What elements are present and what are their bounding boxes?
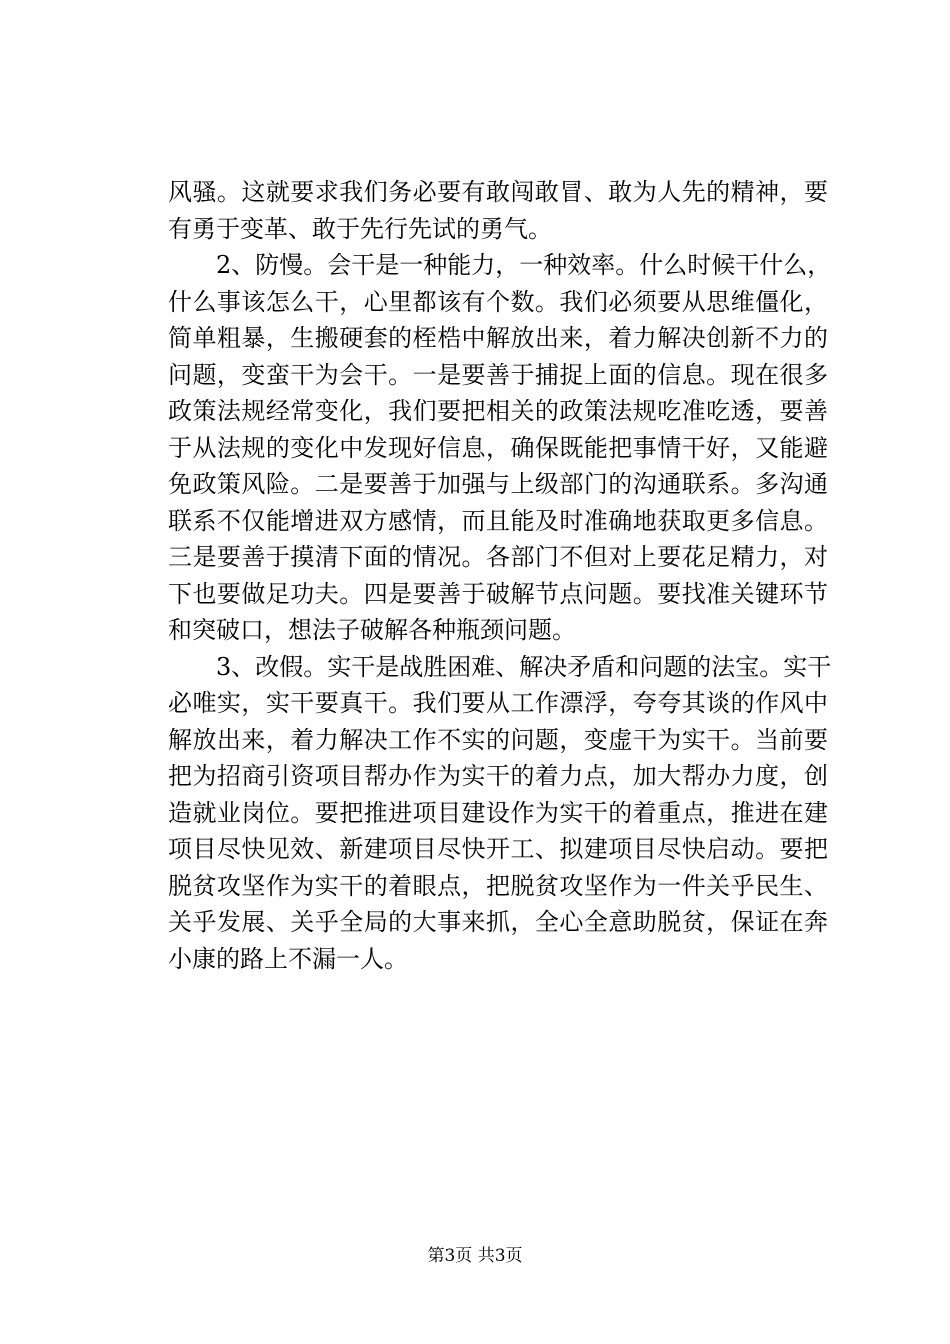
- text-line: 项目尽快见效、新建项目尽快开工、拟建项目尽快启动。要把: [168, 835, 828, 863]
- text-line: 于从法规的变化中发现好信息，确保既能把事情干好，又能避: [168, 433, 828, 462]
- text-line: 必唯实，实干要真干。我们要从工作漂浮，夸夸其谈的作风中: [168, 689, 828, 717]
- text-line: 三是要善于摸清下面的情况。各部门不但对上要花足精力，对: [168, 543, 828, 571]
- text-line: 风骚。这就要求我们务必要有敢闯敢冒、敢为人先的精神，要: [168, 178, 828, 206]
- text-line: 什么事该怎么干，心里都该有个数。我们必须要从思维僵化，: [168, 287, 828, 316]
- text-line: 有勇于变革、敢于先行先试的勇气。: [168, 214, 552, 243]
- text-line: 问题，变蛮干为会干。一是要善于捕捉上面的信息。现在很多: [168, 360, 828, 389]
- text-line: 把为招商引资项目帮办作为实干的着力点，加大帮办力度，创: [168, 762, 828, 790]
- page-footer: 第3页 共3页: [427, 1246, 523, 1266]
- text-line: 解放出来，着力解决工作不实的问题，变虚干为实干。当前要: [168, 725, 828, 754]
- text-line: 简单粗暴，生搬硬套的桎梏中解放出来，着力解决创新不力的: [168, 324, 828, 352]
- text-line: 和突破口，想法子破解各种瓶颈问题。: [168, 616, 576, 644]
- paragraph-start-line: 2、防慢。会干是一种能力，一种效率。什么时候干什么，: [216, 251, 832, 279]
- text-line: 脱贫攻坚作为实干的着眼点，把脱贫攻坚作为一件关乎民生、: [168, 871, 828, 900]
- text-line: 关乎发展、关乎全局的大事来抓，全心全意助脱贫，保证在奔: [168, 908, 828, 936]
- text-line: 免政策风险。二是要善于加强与上级部门的沟通联系。多沟通: [168, 470, 828, 498]
- text-line: 下也要做足功夫。四是要善于破解节点问题。要找准关键环节: [168, 579, 828, 608]
- text-line: 造就业岗位。要把推进项目建设作为实干的着重点，推进在建: [168, 798, 828, 827]
- text-line: 联系不仅能增进双方感情，而且能及时准确地获取更多信息。: [168, 506, 828, 535]
- text-line: 小康的路上不漏一人。: [168, 944, 408, 973]
- text-line: 政策法规经常变化，我们要把相关的政策法规吃准吃透，要善: [168, 397, 828, 425]
- paragraph-start-line: 3、改假。实干是战胜困难、解决矛盾和问题的法宝。实干: [216, 652, 832, 681]
- body-text: [168, 174, 832, 977]
